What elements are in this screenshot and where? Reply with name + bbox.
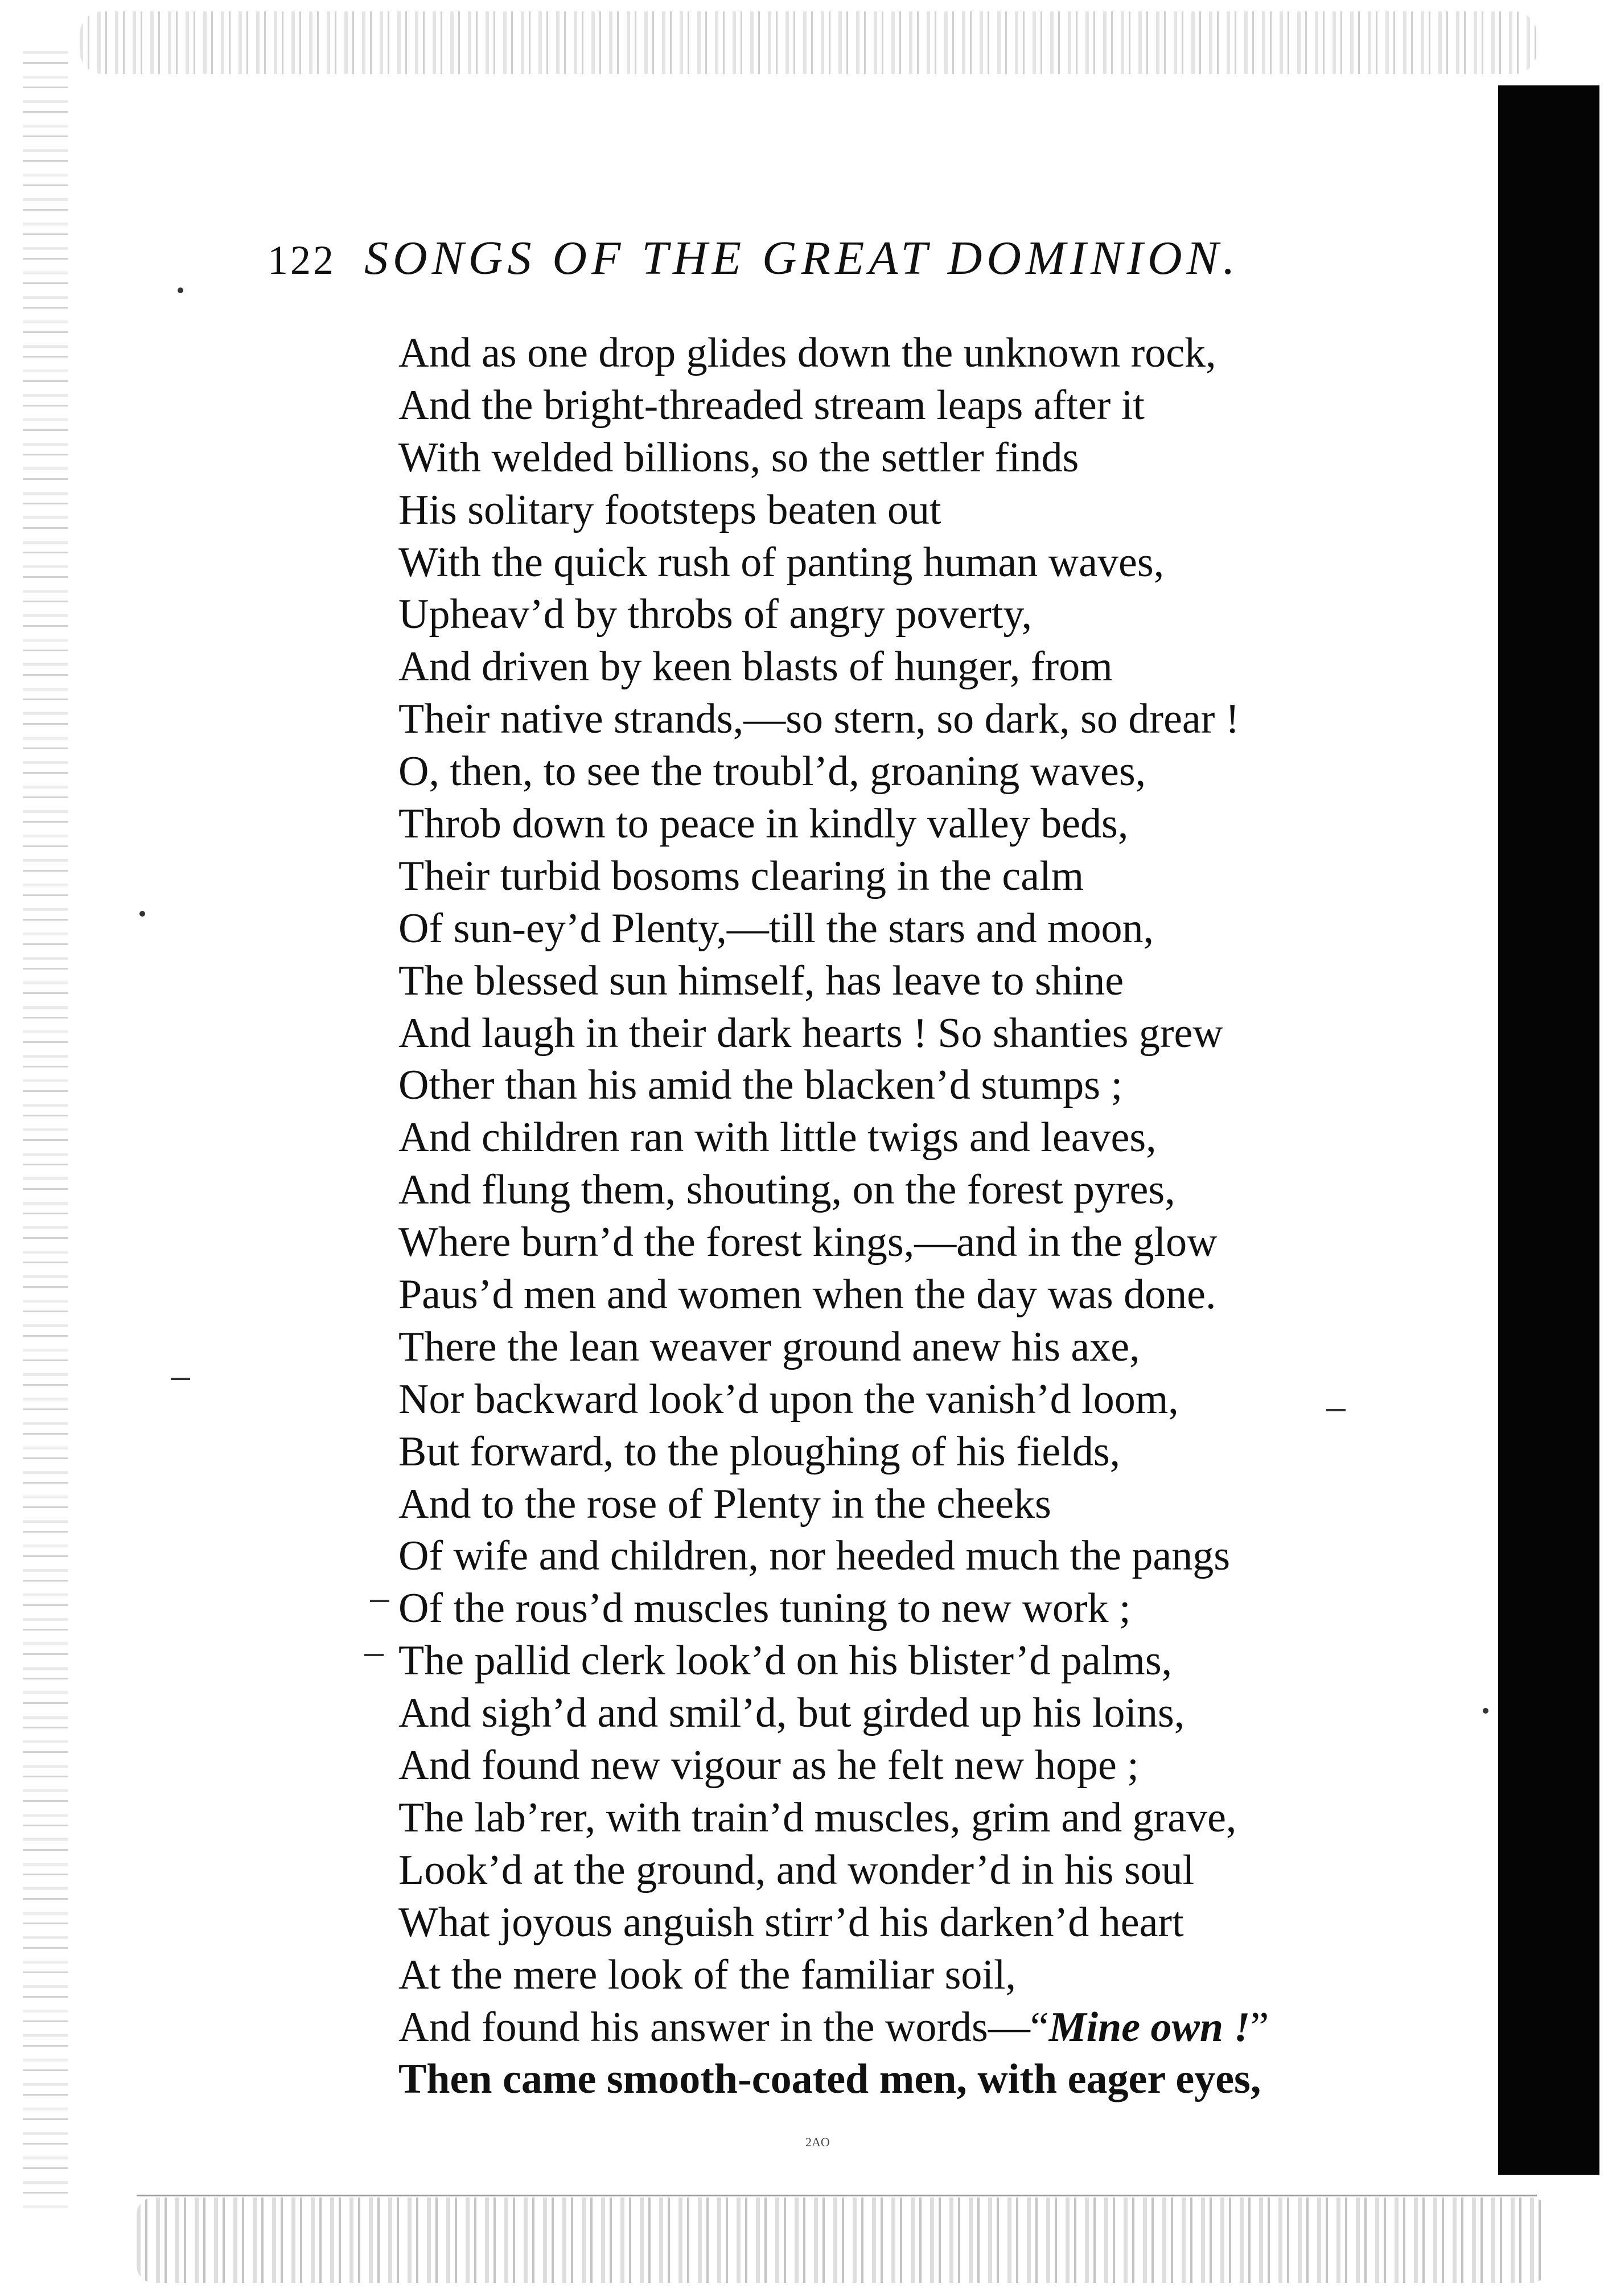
poem-line: Paus’d men and women when the day was done. — [398, 1271, 1216, 1319]
poem-line: And the bright-threaded stream leaps after it — [398, 381, 1145, 429]
poem-line-answer — [398, 2002, 1480, 2054]
page-number: 122 — [268, 237, 336, 283]
speck — [139, 911, 145, 917]
speck — [370, 1600, 389, 1602]
poem-line: The lab’rer, with train’d muscles, grim and grave, — [398, 1794, 1237, 1841]
poem-line: And found new vigour as he felt new hope ; — [398, 1742, 1139, 1789]
poem-line: Where burn’d the forest kings,—and in the glow — [398, 1219, 1218, 1266]
scan-noise-bottom — [137, 2198, 1548, 2283]
poem-line: Look’d at the ground, and wonder’d in his soul — [398, 1846, 1195, 1894]
poem-line: There the lean weaver ground anew his axe, — [398, 1323, 1140, 1370]
poem-line: Upheav’d by throbs of angry poverty, — [398, 591, 1033, 638]
scan-edge-black-bar — [1498, 85, 1599, 2175]
bottom-rule — [137, 2195, 1537, 2196]
poem-line: The blessed sun himself, has leave to shine — [398, 957, 1124, 1004]
poem-line: At the mere look of the familiar soil, — [398, 1951, 1017, 1998]
poem-line: Throb down to peace in kindly valley beds, — [398, 800, 1129, 848]
poem-line-last: Then came smooth-coated men, with eager eyes, — [398, 2056, 1261, 2103]
poem-line: Nor backward look’d upon the vanish’d loom, — [398, 1375, 1179, 1423]
poem-line: And as one drop glides down the unknown rock, — [398, 330, 1216, 376]
poem-line: The pallid clerk look’d on his blister’d palms, — [398, 1637, 1173, 1685]
speck — [178, 287, 183, 293]
poem-line: With welded billions, so the settler finds — [398, 434, 1079, 481]
speck — [1483, 1708, 1488, 1714]
poem-line: O, then, to see the troubl’d, groaning waves, — [398, 748, 1146, 795]
answer-prefix: And found his answer in the words—“ — [398, 2003, 1049, 2051]
poem-line: Other than his amid the blacken’d stumps ; — [398, 1062, 1123, 1109]
poem-line: And sigh’d and smil’d, but girded up his loins, — [398, 1690, 1185, 1737]
poem-line: And laugh in their dark hearts ! So shanties grew — [398, 1009, 1223, 1057]
poem-line: And to the rose of Plenty in the cheeks — [398, 1480, 1051, 1527]
answer-emphasis: Mine own ! — [1048, 2003, 1251, 2051]
poem-line: With the quick rush of panting human waves, — [398, 539, 1165, 586]
poem-line: Of the rous’d muscles tuning to new work ; — [398, 1585, 1131, 1632]
scan-noise-top — [80, 11, 1537, 74]
poem-line: Their turbid bosoms clearing in the calm — [398, 852, 1084, 899]
poem-line: Their native strands,—so stern, so dark, so drear ! — [398, 696, 1240, 743]
signature-mark: 2AO — [805, 2135, 830, 2149]
scan-noise-left — [23, 51, 68, 2215]
speck — [171, 1378, 190, 1380]
poem-line: What joyous anguish stirr’d his darken’d heart — [398, 1899, 1184, 1946]
page-header — [268, 231, 1474, 305]
poem-line: And flung them, shouting, on the forest pyres, — [398, 1167, 1175, 1214]
speck — [364, 1654, 384, 1656]
poem-text — [398, 327, 1480, 2106]
poem-line: And driven by keen blasts of hunger, from — [398, 643, 1113, 691]
poem-line: His solitary footsteps beaten out — [398, 486, 941, 533]
poem-line: Of sun-ey’d Plenty,—till the stars and moon, — [398, 905, 1154, 952]
poem-line: And children ran with little twigs and leaves, — [398, 1114, 1157, 1161]
poem-line: Of wife and children, nor heeded much the pangs — [398, 1533, 1230, 1580]
running-title: SONGS OF THE GREAT DOMINION. — [364, 232, 1240, 285]
poem-line: But forward, to the ploughing of his fields, — [398, 1428, 1121, 1475]
answer-suffix: ” — [1250, 2003, 1269, 2051]
